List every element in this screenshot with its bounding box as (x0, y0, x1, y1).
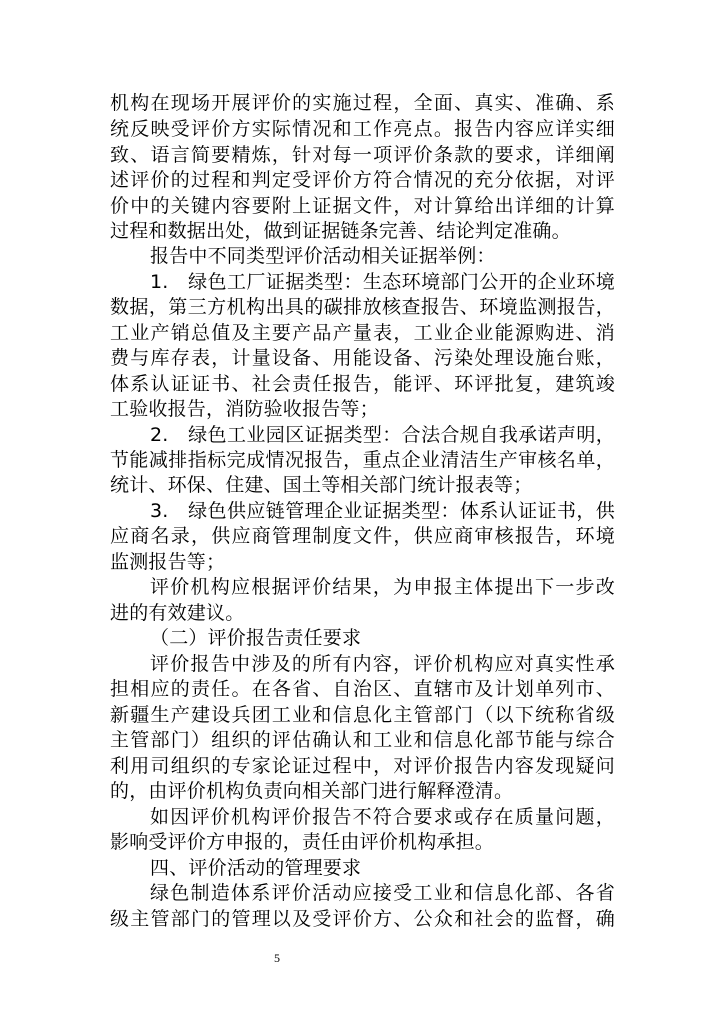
text-line: 利用司组织的专家论证过程中，对评价报告内容发现疑问 (110, 755, 615, 777)
text-line: 工验收报告，消防验收报告等； (110, 398, 379, 420)
text-line: 应商名录，供应商管理制度文件，供应商审核报告，环境 (110, 525, 615, 547)
text-line: 价中的关键内容要附上证据文件，对计算给出详细的计算 (110, 195, 615, 217)
text-line: 过程和数据出处，做到证据链条完善、结论判定准确。 (110, 220, 571, 242)
text-line: 评价机构应根据评价结果，为申报主体提出下一步改 (150, 576, 615, 598)
text-line: 述评价的过程和判定受评价方符合情况的充分依据，对评 (110, 169, 615, 191)
text-line: 评价报告中涉及的所有内容，评价机构应对真实性承 (150, 653, 615, 675)
text-line: 统反映受评价方实际情况和工作亮点。报告内容应详实细 (110, 118, 615, 140)
text-line: 体系认证证书、社会责任报告，能评、环评批复，建筑竣 (110, 373, 615, 395)
text-line: 报告中不同类型评价活动相关证据举例： (150, 245, 496, 267)
text-line: 数据，第三方机构出具的碳排放核查报告、环境监测报告， (110, 296, 615, 318)
list-item-1-line: 1. 绿色工厂证据类型：生态环境部门公开的企业环境 (150, 271, 615, 293)
text-line: 新疆生产建设兵团工业和信息化主管部门（以下统称省级 (110, 704, 615, 726)
list-item-2-line: 2. 绿色工业园区证据类型：合法合规自我承诺声明， (150, 424, 615, 446)
text-line: 致、语言简要精炼，针对每一项评价条款的要求，详细阐 (110, 144, 615, 166)
text-line: 绿色制造体系评价活动应接受工业和信息化部、各省 (150, 882, 615, 904)
text-line: 机构在现场开展评价的实施过程，全面、真实、准确、系 (110, 92, 615, 114)
text-line: 担相应的责任。在各省、自治区、直辖市及计划单列市、 (110, 678, 615, 700)
section-heading: 四、评价活动的管理要求 (150, 857, 362, 879)
text-line: 进的有效建议。 (110, 602, 245, 624)
text-line: 统计、环保、住建、国土等相关部门统计报表等； (110, 474, 533, 496)
text-line: 监测报告等； (110, 551, 226, 573)
page-number: 5 (274, 951, 280, 965)
text-line: 费与库存表，计量设备、用能设备、污染处理设施台账， (110, 347, 615, 369)
text-line: 节能减排指标完成情况报告，重点企业清洁生产审核名单， (110, 449, 615, 471)
text-line: 工业产销总值及主要产品产量表，工业企业能源购进、消 (110, 322, 615, 344)
text-line: 主管部门）组织的评估确认和工业和信息化部节能与综合 (110, 729, 615, 751)
list-item-3-line: 3. 绿色供应链管理企业证据类型：体系认证证书，供 (150, 500, 615, 522)
text-line: 级主管部门的管理以及受评价方、公众和社会的监督，确 (110, 908, 615, 930)
text-line: 影响受评价方申报的，责任由评价机构承担。 (110, 831, 495, 853)
text-line: 的，由评价机构负责向相关部门进行解释澄清。 (110, 780, 514, 802)
text-line: 如因评价机构评价报告不符合要求或存在质量问题， (150, 806, 615, 828)
section-heading: （二）评价报告责任要求 (150, 627, 362, 649)
